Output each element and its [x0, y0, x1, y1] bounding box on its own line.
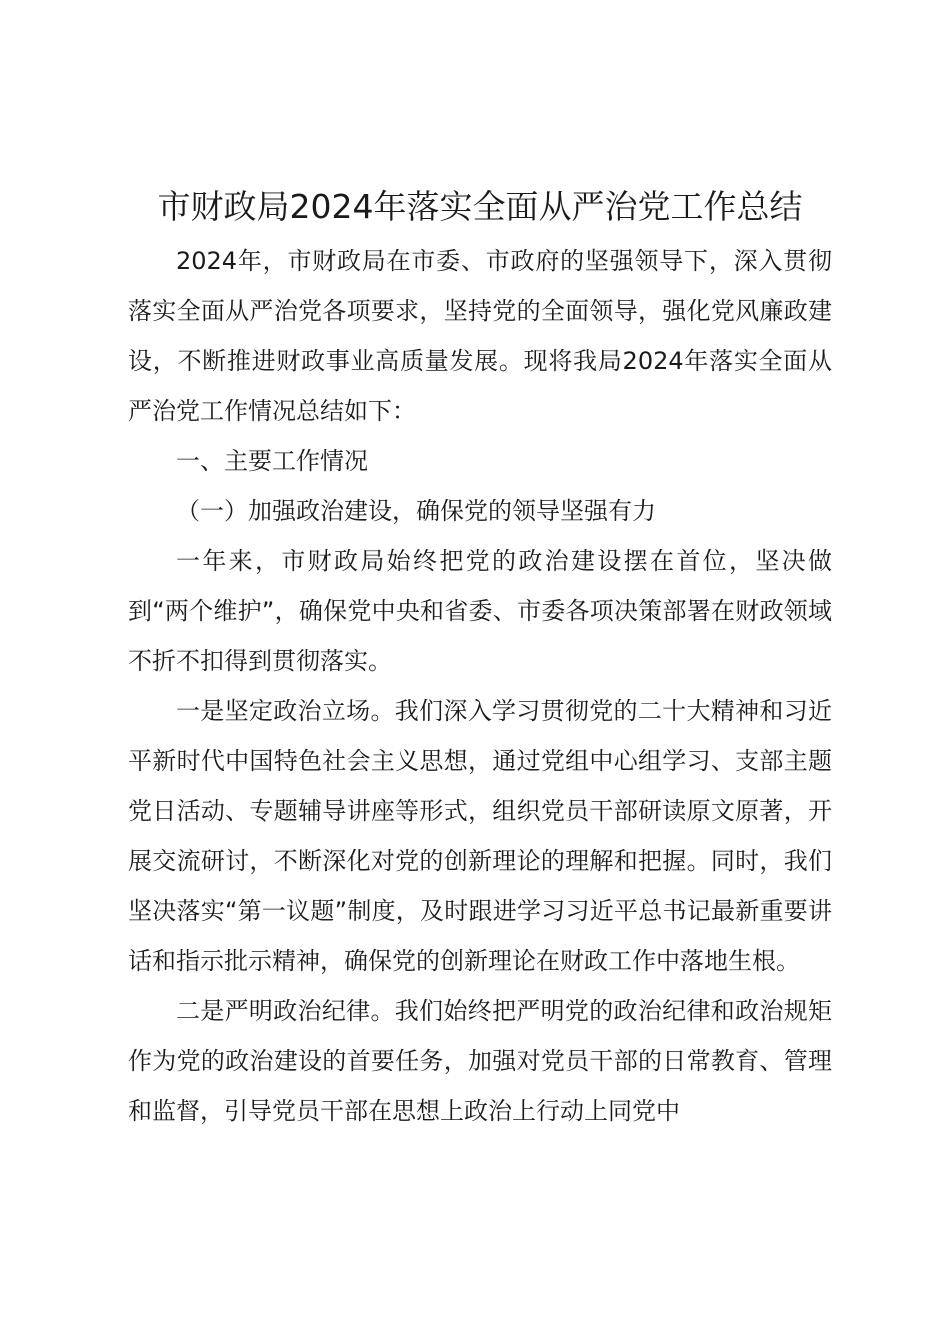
subsection-heading: （一）加强政治建设，确保党的领导坚强有力	[176, 497, 656, 525]
section-heading: 一、主要工作情况	[176, 447, 368, 475]
intro-paragraph: 2024年，市财政局在市委、市政府的坚强领导下，深入贯彻落实全面从严治党各项要求，坚持党的全面领导，强化党风廉政建设，不断推进财政事业高质量发展。现将我局2024年落实全面从严治党工作情况总结如下：	[128, 247, 832, 425]
subsection-intro-paragraph: 一年来，市财政局始终把党的政治建设摆在首位，坚决做到“两个维护”，确保党中央和省委、市委各项决策部署在财政领域不折不扣得到贯彻落实。	[128, 547, 832, 675]
document-title: 市财政局2024年落实全面从严治党工作总结	[157, 187, 803, 226]
point-one-paragraph: 一是坚定政治立场。我们深入学习贯彻党的二十大精神和习近平新时代中国特色社会主义思想，通过党组中心组学习、支部主题党日活动、专题辅导讲座等形式，组织党员干部研读原文原著，开展交流研讨，不断深化对党的创新理论的理解和把握。同时，我们坚决落实“第一议题”制度，及时跟进学习习近平总书记最新重要讲话和指示批示精神，确保党的创新理论在财政工作中落地生根。	[128, 697, 832, 975]
point-two-paragraph: 二是严明政治纪律。我们始终把严明党的政治纪律和政治规矩作为党的政治建设的首要任务，加强对党员干部的日常教育、管理和监督，引导党员干部在思想上政治上行动上同党中	[128, 997, 832, 1125]
document-page	[128, 178, 832, 1136]
